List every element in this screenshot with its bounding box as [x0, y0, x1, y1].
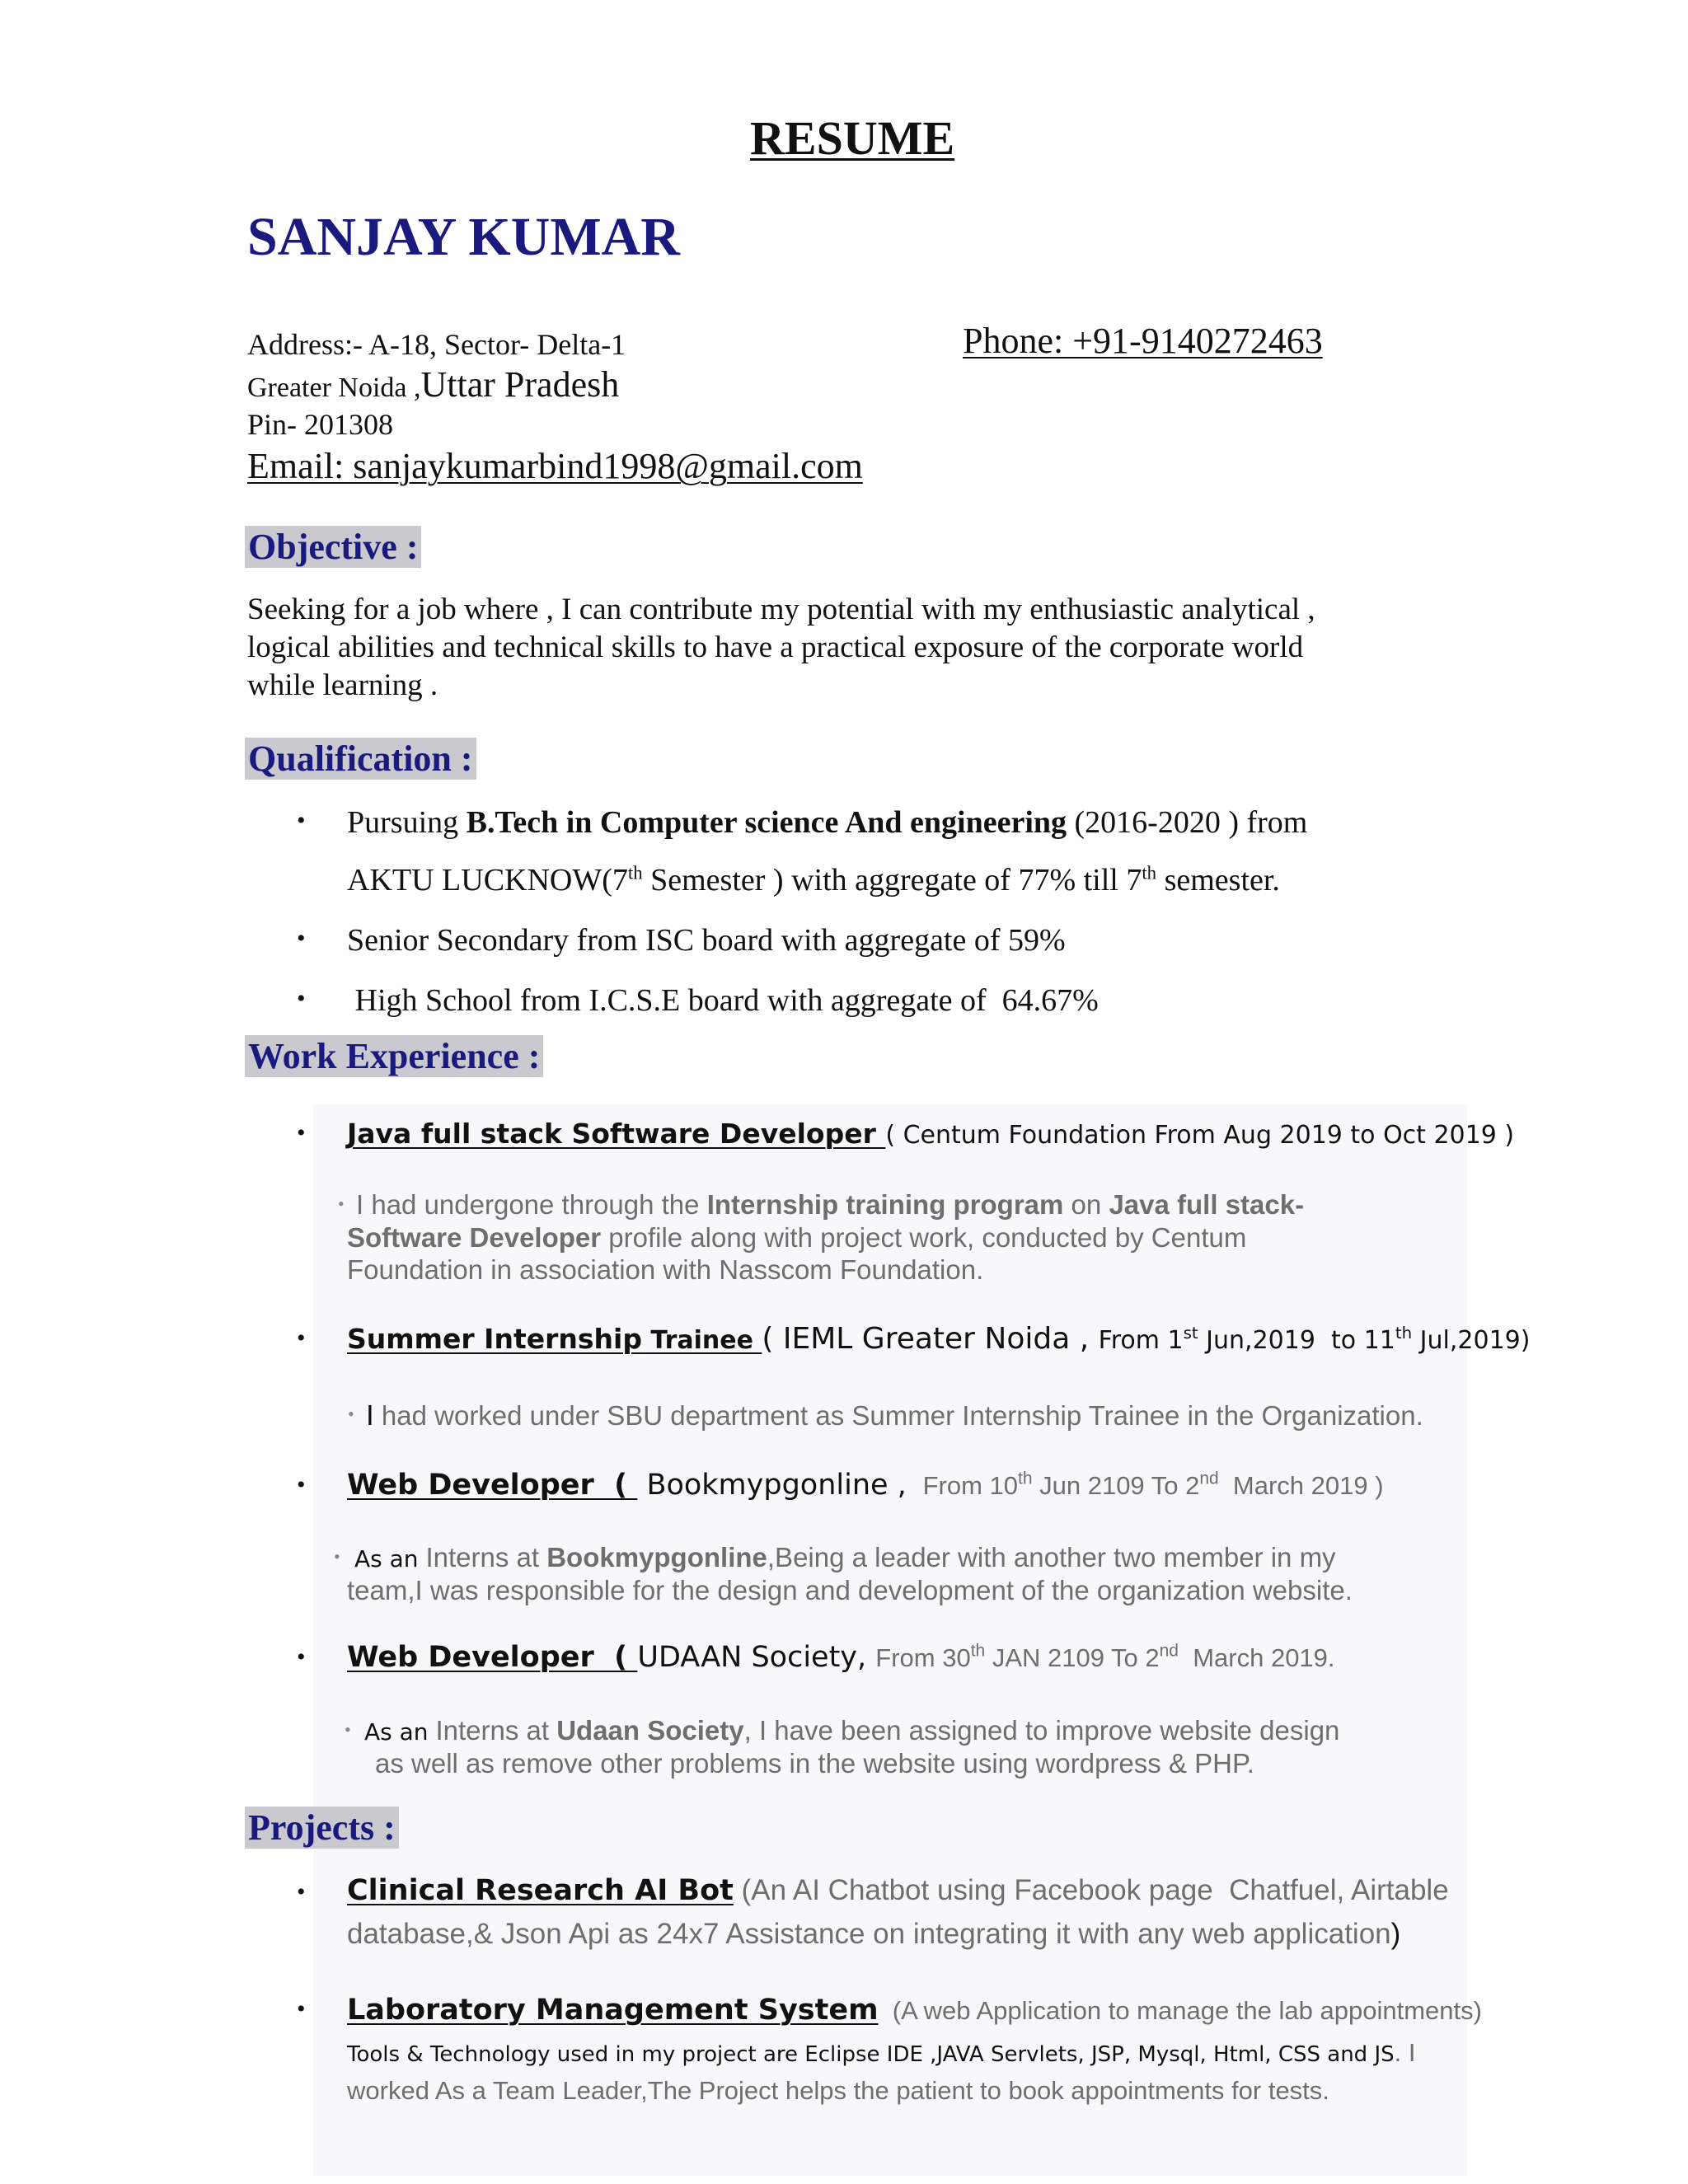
- job-2-desc-b: had worked under SBU department as Summer Internship Trainee in the Organization.: [373, 1400, 1423, 1431]
- job-4-sup1: th: [970, 1641, 986, 1661]
- job-3-header: [347, 1469, 1384, 1502]
- project-1-line-2: [347, 1918, 1400, 1951]
- q1-line2-a: AKTU LUCKNOW(7: [347, 863, 628, 898]
- job-4-desc-c: Udaan Society: [556, 1715, 744, 1746]
- small-bullet-icon: •: [345, 1719, 351, 1740]
- job-4-detail-d: March 2019.: [1178, 1643, 1335, 1672]
- qualification-item-senior-secondary: Senior Secondary from ISC board with aggregate of 59%: [347, 923, 1066, 958]
- project-2-tools-end: . I: [1394, 2038, 1416, 2067]
- q1-pre: Pursuing: [347, 805, 467, 840]
- address-pin: Pin- 201308: [247, 408, 394, 441]
- project-2-line-2: [347, 2038, 1415, 2068]
- small-bullet-icon: •: [338, 1193, 345, 1214]
- job-1-header: [347, 1118, 1514, 1150]
- job-3-detail-a: Bookmypgonline ,: [637, 1469, 916, 1502]
- project-2-title: Laboratory Management System: [347, 1994, 879, 2027]
- job-4-desc-line-1: [364, 1715, 1339, 1746]
- q1-sup1: th: [627, 862, 643, 883]
- qualification-item-btech: [347, 804, 1307, 841]
- job-3-sup2: nd: [1199, 1469, 1219, 1488]
- objective-line-2: logical abilities and technical skills to have a practical exposure of the corporate world: [247, 630, 1304, 664]
- job-1-detail: ( Centum Foundation From Aug 2019 to Oct 2019 ): [885, 1121, 1515, 1150]
- bullet-icon: •: [297, 1643, 306, 1671]
- job-4-desc-a: As an: [364, 1718, 436, 1746]
- job-2-detail-b: From 1: [1098, 1326, 1184, 1355]
- job-1-desc-e: Software Developer: [347, 1222, 602, 1253]
- job-4-desc-b: Interns at: [435, 1715, 557, 1746]
- job-2-desc-a: I: [366, 1399, 374, 1432]
- bullet-icon: •: [297, 807, 306, 834]
- job-1-desc-line-2: [347, 1222, 1246, 1254]
- job-4-sup2: nd: [1159, 1641, 1179, 1661]
- projects-heading: Projects :: [245, 1807, 399, 1849]
- job-3-detail-c: Jun 2109 To 2: [1032, 1471, 1200, 1500]
- q1-line2-c: semester.: [1156, 863, 1280, 898]
- phone-link[interactable]: Phone: +91-9140272463: [963, 321, 1323, 361]
- job-2-title-2: Trainee: [641, 1326, 762, 1355]
- bullet-icon: •: [297, 1995, 306, 2022]
- bullet-icon: •: [297, 1119, 306, 1146]
- job-3-desc-d: ,Being a leader with another two member in my: [767, 1542, 1336, 1572]
- job-4-header: [347, 1641, 1335, 1674]
- bullet-icon: •: [297, 1471, 306, 1498]
- email-link[interactable]: Email: sanjaykumarbind1998@gmail.com: [247, 446, 863, 486]
- job-1-desc-f: profile along with project work, conducted by Centum: [601, 1222, 1247, 1253]
- bullet-icon: •: [297, 1878, 306, 1905]
- project-1-desc-2: database,& Json Api as 24x7 Assistance on integrating it with any web application: [347, 1918, 1391, 1950]
- job-3-title: Web Developer (: [347, 1469, 638, 1502]
- job-2-title: Summer Internship: [347, 1323, 642, 1355]
- bullet-icon: •: [297, 925, 306, 952]
- project-2-line-3: worked As a Team Leader,The Project helps the patient to book appointments for tests.: [347, 2076, 1329, 2105]
- qualification-heading: Qualification :: [245, 738, 476, 780]
- job-2-header: [347, 1322, 1530, 1356]
- work-experience-heading: Work Experience :: [245, 1035, 543, 1077]
- job-3-detail-b: From 10: [915, 1471, 1018, 1500]
- job-3-desc-line-1: [354, 1542, 1336, 1573]
- q1-sup2: th: [1142, 862, 1157, 883]
- job-3-sup1: th: [1017, 1469, 1033, 1488]
- job-1-title: Java full stack Software Developer: [347, 1118, 886, 1150]
- q1-degree: B.Tech in Computer science And engineering: [466, 805, 1067, 840]
- job-2-detail-d: Jul,2019): [1412, 1326, 1531, 1355]
- job-1-desc-line-1: [356, 1189, 1304, 1221]
- qualification-item-high-school: High School from I.C.S.E board with aggregate of 64.67%: [347, 983, 1099, 1018]
- job-2-detail-c: Jun,2019 to 11: [1198, 1326, 1395, 1355]
- q1-years: (2016-2020 ) from: [1067, 805, 1308, 840]
- job-2-desc-line-1: [366, 1399, 1423, 1432]
- job-2-sup2: th: [1395, 1324, 1413, 1343]
- bullet-icon: •: [297, 1324, 306, 1352]
- job-4-detail-c: JAN 2109 To 2: [985, 1643, 1160, 1672]
- project-1-desc-1: (An AI Chatbot using Facebook page Chatfuel, Airtable: [733, 1874, 1449, 1906]
- objective-heading: Objective :: [245, 526, 421, 568]
- project-1-line-1: [347, 1874, 1449, 1907]
- q1-line2-b: Semester ) with aggregate of 77% till 7: [642, 863, 1142, 898]
- job-4-title: Web Developer (: [347, 1641, 638, 1674]
- job-3-detail-d: March 2019 ): [1218, 1471, 1384, 1500]
- address-line-2: [247, 363, 619, 405]
- job-2-detail-a: ( IEML Greater Noida ,: [762, 1322, 1099, 1356]
- project-1-desc-end: ): [1390, 1918, 1401, 1950]
- job-4-detail-b: From 30: [875, 1643, 971, 1672]
- job-3-desc-line-2: team,I was responsible for the design and development of the organization website.: [347, 1575, 1353, 1605]
- job-4-detail-a: UDAAN Society,: [637, 1641, 876, 1674]
- resume-title: RESUME: [750, 111, 955, 165]
- project-2-line-1: [347, 1994, 1482, 2027]
- project-2-desc-1: (A web Application to manage the lab appointments): [878, 1996, 1482, 2025]
- job-1-desc-line-3: Foundation in association with Nasscom Foundation.: [347, 1254, 984, 1285]
- project-2-tools: Tools & Technology used in my project are Eclipse IDE ,JAVA Servlets, JSP, Mysql, Html, CSS and JS: [347, 2042, 1395, 2067]
- job-3-desc-b: Interns at: [425, 1542, 547, 1572]
- qualification-item-btech-line2: [347, 862, 1280, 898]
- job-3-desc-c: Bookmypgonline: [546, 1542, 767, 1572]
- job-4-desc-d: , I have been assigned to improve website design: [743, 1715, 1340, 1746]
- objective-line-1: Seeking for a job where , I can contribute my potential with my enthusiastic analytical ,: [247, 593, 1315, 626]
- job-1-desc-a: I had undergone through the: [356, 1189, 707, 1220]
- small-bullet-icon: •: [348, 1404, 354, 1424]
- project-1-title: Clinical Research AI Bot: [347, 1874, 734, 1907]
- job-1-desc-c: on: [1063, 1189, 1109, 1220]
- objective-line-3: while learning .: [247, 668, 438, 702]
- job-1-desc-d: Java full stack-: [1109, 1189, 1305, 1220]
- address-state: Uttar Pradesh: [420, 364, 620, 405]
- small-bullet-icon: •: [334, 1546, 340, 1567]
- job-1-desc-b: Internship training program: [706, 1189, 1064, 1220]
- job-2-sup1: st: [1183, 1324, 1198, 1343]
- address-line-1: Address:- A-18, Sector- Delta-1: [247, 328, 626, 361]
- candidate-name: SANJAY KUMAR: [247, 207, 680, 267]
- bullet-icon: •: [297, 985, 306, 1012]
- job-3-desc-a: As an: [354, 1545, 426, 1572]
- address-city: Greater Noida ,: [247, 373, 421, 403]
- job-4-desc-line-2: as well as remove other problems in the website using wordpress & PHP.: [375, 1748, 1254, 1779]
